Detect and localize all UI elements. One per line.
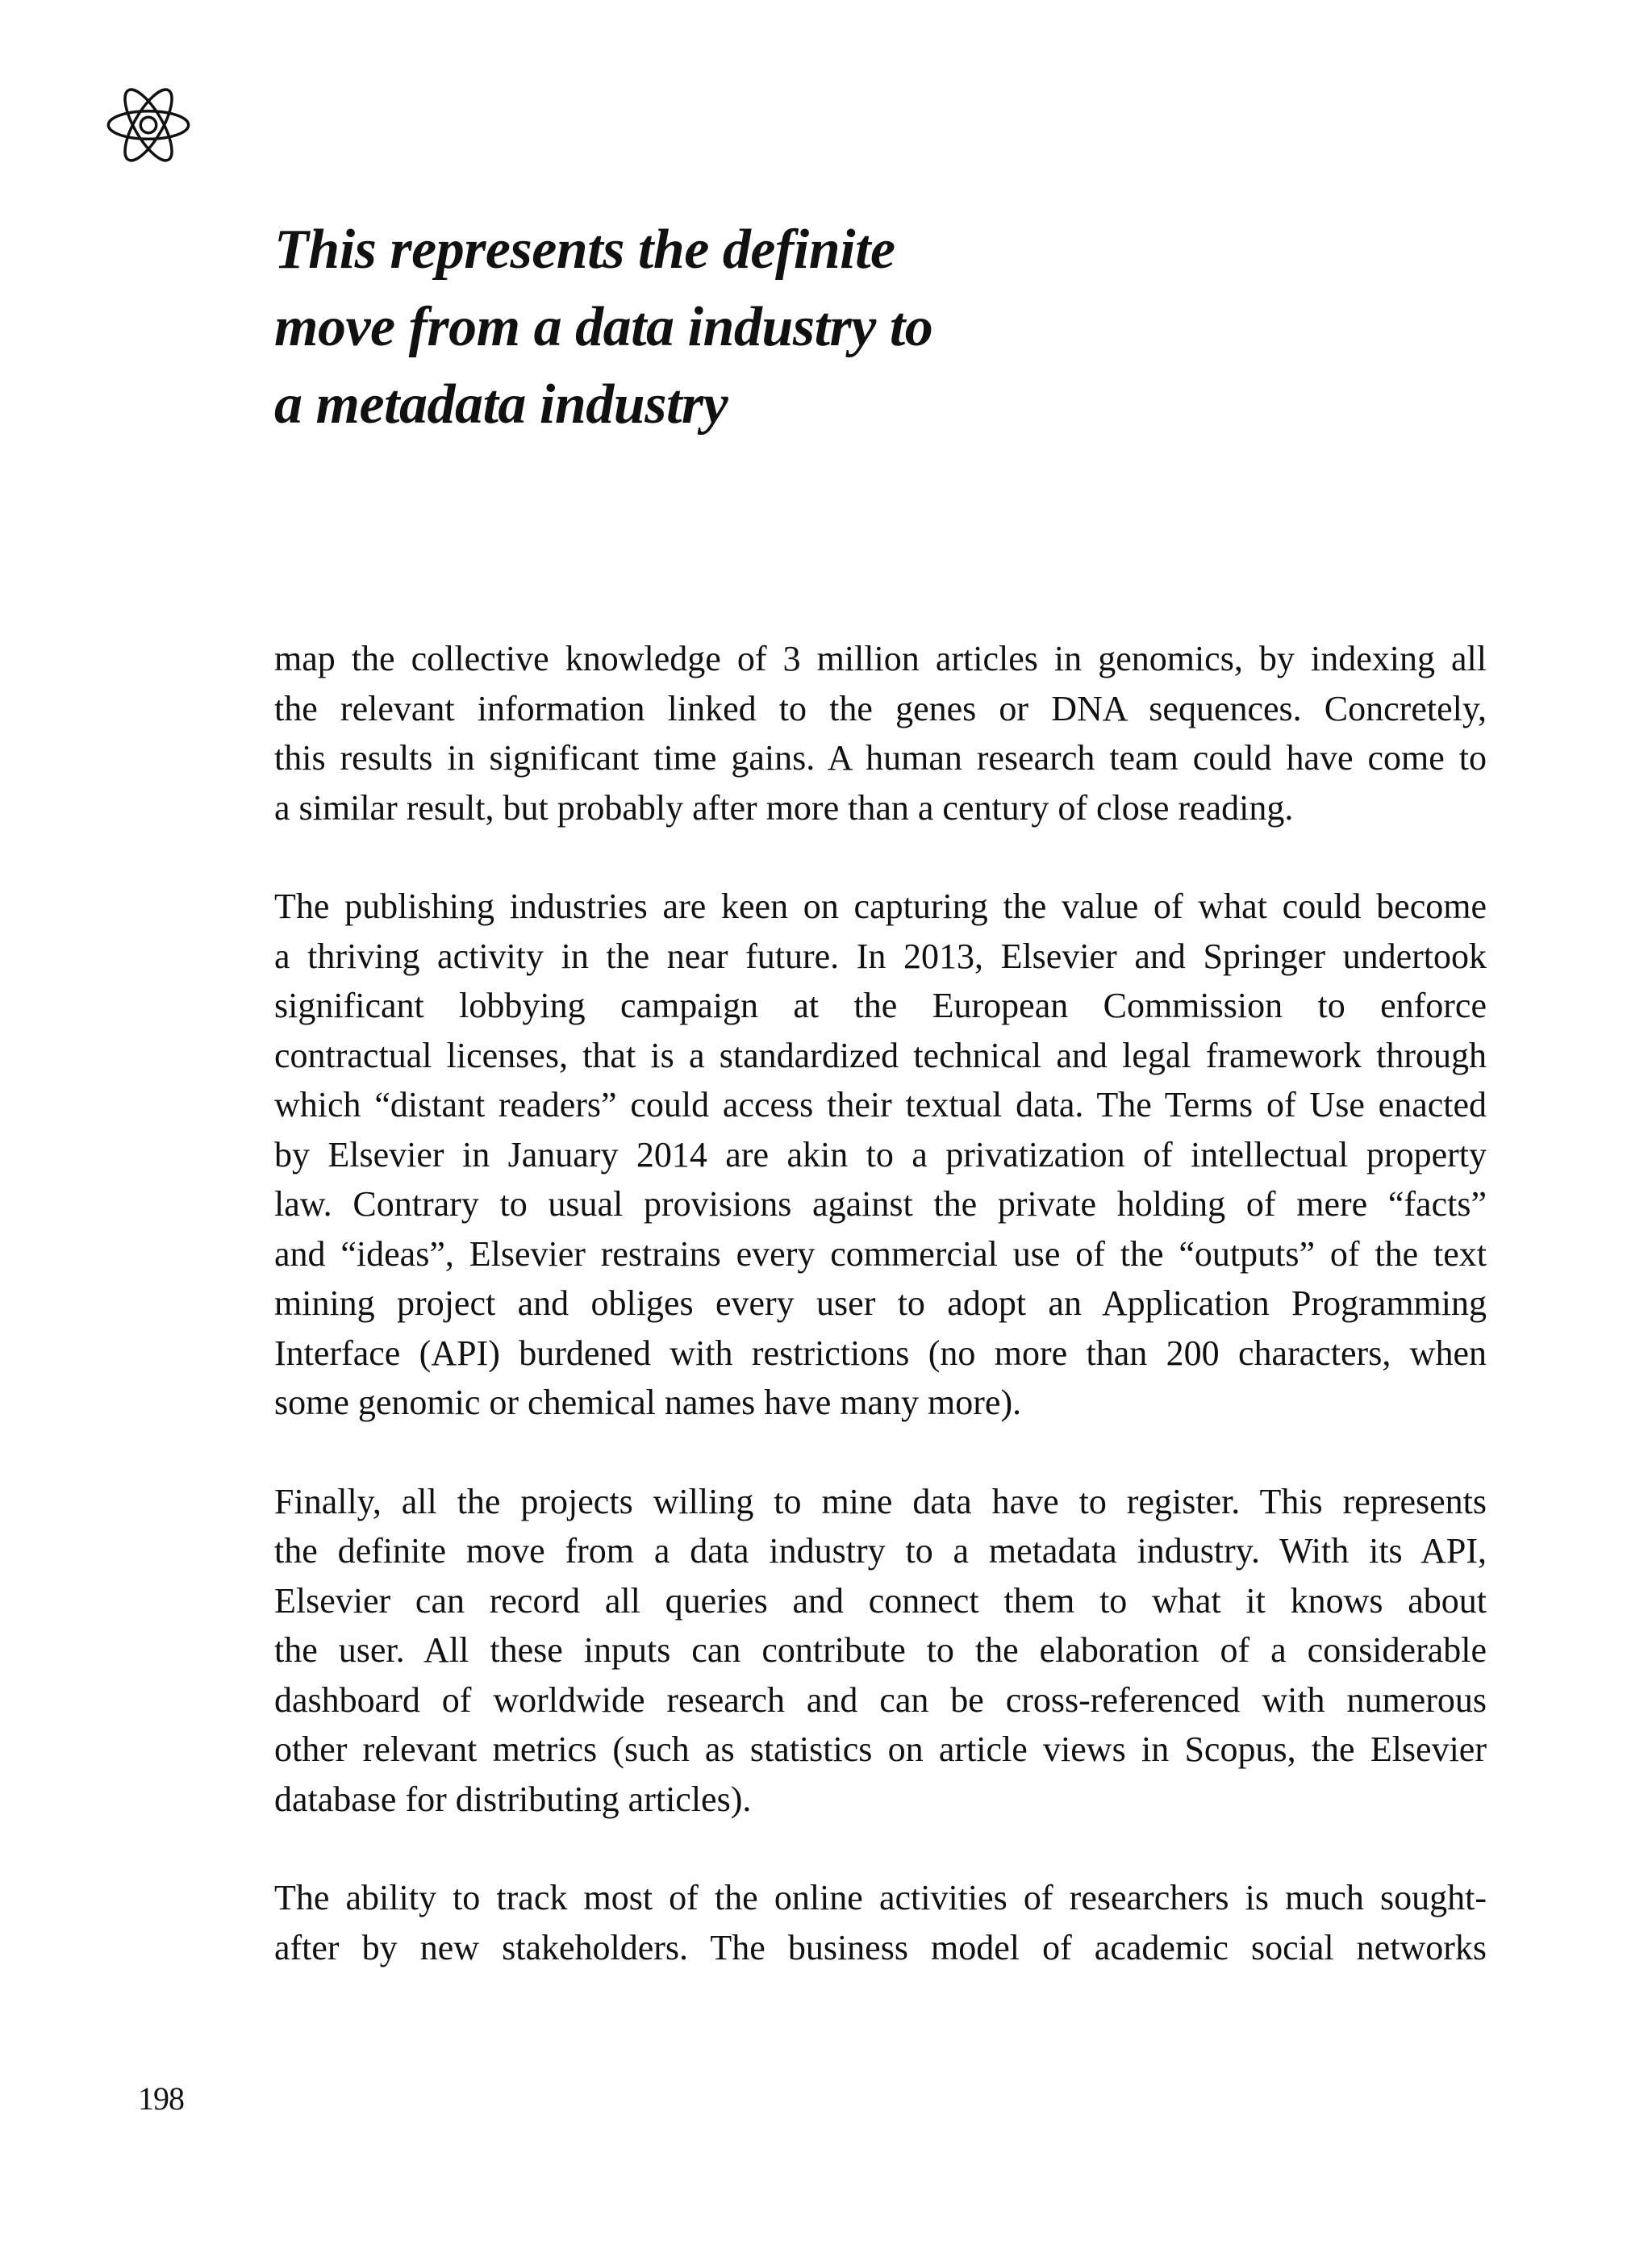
text-line: database for distributing articles). — [274, 1779, 752, 1819]
text-line: this results in significant time gains. A human research team could have come to — [274, 738, 1487, 778]
text-line: The publishing industries are keen on capturing the value of what could become — [274, 887, 1487, 926]
pull-quote-line: move from a data industry to — [274, 296, 933, 358]
text-line: mining project and obliges every user to adopt an Application Programming — [274, 1283, 1487, 1323]
paragraph — [274, 882, 1487, 1428]
text-line: Elsevier can record all queries and connect them to what it knows about — [274, 1580, 1487, 1621]
text-line: and “ideas”, Elsevier restrains every commercial use of the “outputs” of the text — [274, 1233, 1487, 1274]
body-text — [274, 634, 1487, 2021]
text-line: a thriving activity in the near future. In 2013, Elsevier and Springer undertook — [274, 936, 1487, 976]
pull-quote-line: This represents the definite — [274, 219, 895, 281]
text-line: contractual licenses, that is a standardized technical and legal framework through — [274, 1035, 1487, 1075]
text-line: law. Contrary to usual provisions against the private holding of mere “facts” — [274, 1184, 1487, 1224]
text-line: the definite move from a data industry to a metadata industry. With its API, — [274, 1531, 1487, 1571]
text-line: The ability to track most of the online activities of researchers is much sought- — [274, 1878, 1487, 1917]
pull-quote — [274, 211, 1081, 444]
paragraph — [274, 1873, 1487, 1972]
text-line: some genomic or chemical names have many more). — [274, 1383, 1022, 1422]
text-line: the relevant information linked to the genes or DNA sequences. Concretely, — [274, 688, 1487, 728]
text-line: a similar result, but probably after more than a century of close reading. — [274, 787, 1294, 828]
pull-quote-line: a metadata industry — [274, 373, 728, 436]
text-line: by Elsevier in January 2014 are akin to a privatization of intellectual property — [274, 1134, 1487, 1174]
text-line: Finally, all the projects willing to mine data have to register. This represents — [274, 1481, 1487, 1521]
text-line: map the collective knowledge of 3 million articles in genomics, by indexing all — [274, 639, 1487, 678]
text-line: dashboard of worldwide research and can be cross-referenced with numerous — [274, 1679, 1487, 1720]
paragraph — [274, 634, 1487, 832]
atom-icon — [105, 81, 192, 169]
text-line: the user. All these inputs can contribute to the elaboration of a considerable — [274, 1630, 1487, 1670]
text-line: Interface (API) burdened with restrictions (no more than 200 characters, when — [274, 1333, 1487, 1373]
text-line: after by new stakeholders. The business model of academic social networks — [274, 1927, 1487, 1967]
page-number: 198 — [138, 2080, 184, 2117]
text-line: significant lobbying campaign at the European Commission to enforce — [274, 986, 1487, 1025]
text-line: which “distant readers” could access their textual data. The Terms of Use enacted — [274, 1085, 1487, 1124]
paragraph — [274, 1477, 1487, 1825]
text-line: other relevant metrics (such as statistics on article views in Scopus, the Elsevier — [274, 1729, 1487, 1769]
